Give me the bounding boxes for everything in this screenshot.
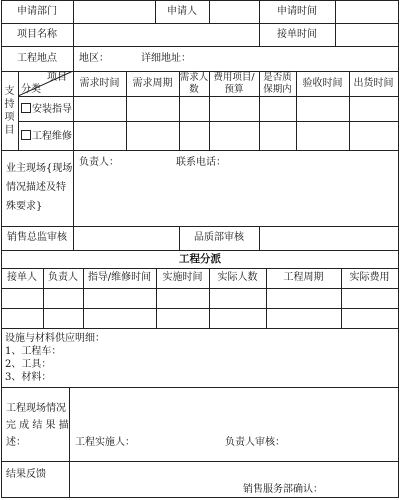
completion-label: 述： [6, 437, 26, 448]
label-sales-review: 销售总监审核 [7, 232, 67, 243]
label-implementer: 工程实施人： [75, 437, 135, 448]
checkbox-icon[interactable] [21, 130, 31, 140]
label-applicant: 申请人 [167, 6, 197, 17]
col-ship-time: 出货时间 [353, 78, 394, 89]
row-install-guide-label: 安装指导 [32, 104, 72, 115]
support-side-label: 持 [4, 99, 15, 110]
rule [259, 226, 260, 250]
rule [1, 328, 399, 329]
completion-label: 工程现场情况 [6, 403, 66, 414]
checkbox-icon[interactable] [21, 103, 31, 113]
rule [1, 497, 399, 498]
col-actual-people: 实际人数 [217, 272, 258, 283]
label-receive-time: 接单时间 [277, 29, 317, 40]
rule [1, 461, 399, 462]
col-impl-time: 实施时间 [162, 272, 203, 283]
rule [1, 0, 399, 1]
col-demand-period: 需求周期 [132, 78, 173, 89]
label-applicant-dept: 申请部门 [17, 6, 57, 17]
row-engineering-repair-label: 工程维修 [32, 131, 72, 142]
support-side-label: 支 [4, 86, 15, 97]
rule [73, 150, 74, 250]
rule [335, 0, 336, 46]
supply-item-materials: 3、材料： [5, 372, 52, 383]
diag-label-category: 分类 [21, 84, 41, 95]
rule [209, 0, 210, 23]
section-title-dispatch: 工程分派 [179, 253, 221, 265]
diag-label-item: 项目 [47, 72, 67, 83]
supply-item-tools: 2、工具： [5, 359, 52, 370]
rule [1, 23, 399, 24]
rule [1, 250, 399, 251]
rule [1, 387, 399, 388]
rule [1, 226, 399, 227]
label-project-name: 项目名称 [17, 29, 57, 40]
rule [1, 0, 2, 498]
supply-item-vehicle: 1、工程车： [5, 346, 62, 357]
col-cost-budget: 费用项目/预算 [213, 72, 255, 95]
rule [398, 0, 399, 498]
site-desc-label: 殊要求} [6, 201, 43, 212]
label-region: 地区： [79, 53, 109, 64]
site-desc-label: 业主现场{现场 [6, 163, 73, 174]
col-owner: 负责人 [48, 272, 78, 283]
label-quality-review: 品质部审核 [194, 232, 244, 243]
col-demand-time: 需求时间 [79, 78, 120, 89]
support-side-label: 目 [4, 125, 15, 136]
rule [1, 268, 399, 269]
engineering-service-form [1, 0, 399, 498]
col-receiver: 接单人 [7, 272, 37, 283]
rule [1, 308, 399, 309]
label-phone: 联系电话： [176, 157, 226, 168]
support-side-label: 项 [4, 112, 15, 123]
rule [73, 0, 74, 71]
completion-label: 完 成 结 果 描 [6, 420, 69, 431]
label-reviewer: 负责人审核： [225, 437, 285, 448]
col-accept-time: 验收时间 [302, 78, 343, 89]
col-project-period: 工程周期 [283, 272, 324, 283]
label-address: 详细地址： [141, 53, 191, 64]
supplies-title: 设施与材料供应明细： [5, 333, 105, 344]
col-guide-repair-time: 指导/维修时间 [87, 272, 152, 283]
rule [69, 387, 70, 498]
rule [1, 288, 399, 289]
rule [1, 150, 399, 151]
label-apply-time: 申请时间 [277, 6, 317, 17]
label-site: 工程地点 [17, 53, 57, 64]
row-install-guide [21, 103, 72, 116]
feedback-label: 结果反馈 [6, 469, 46, 480]
col-warranty: 是否质保期内 [263, 72, 292, 95]
label-owner: 负责人： [79, 157, 119, 168]
site-desc-label: 情况描述及特 [6, 182, 66, 193]
row-engineering-repair [21, 130, 72, 143]
label-sales-service-confirm: 销售服务部确认： [243, 484, 323, 495]
col-actual-cost: 实际费用 [349, 272, 390, 283]
col-demand-people: 需求人数 [179, 72, 209, 95]
rule [1, 46, 399, 47]
